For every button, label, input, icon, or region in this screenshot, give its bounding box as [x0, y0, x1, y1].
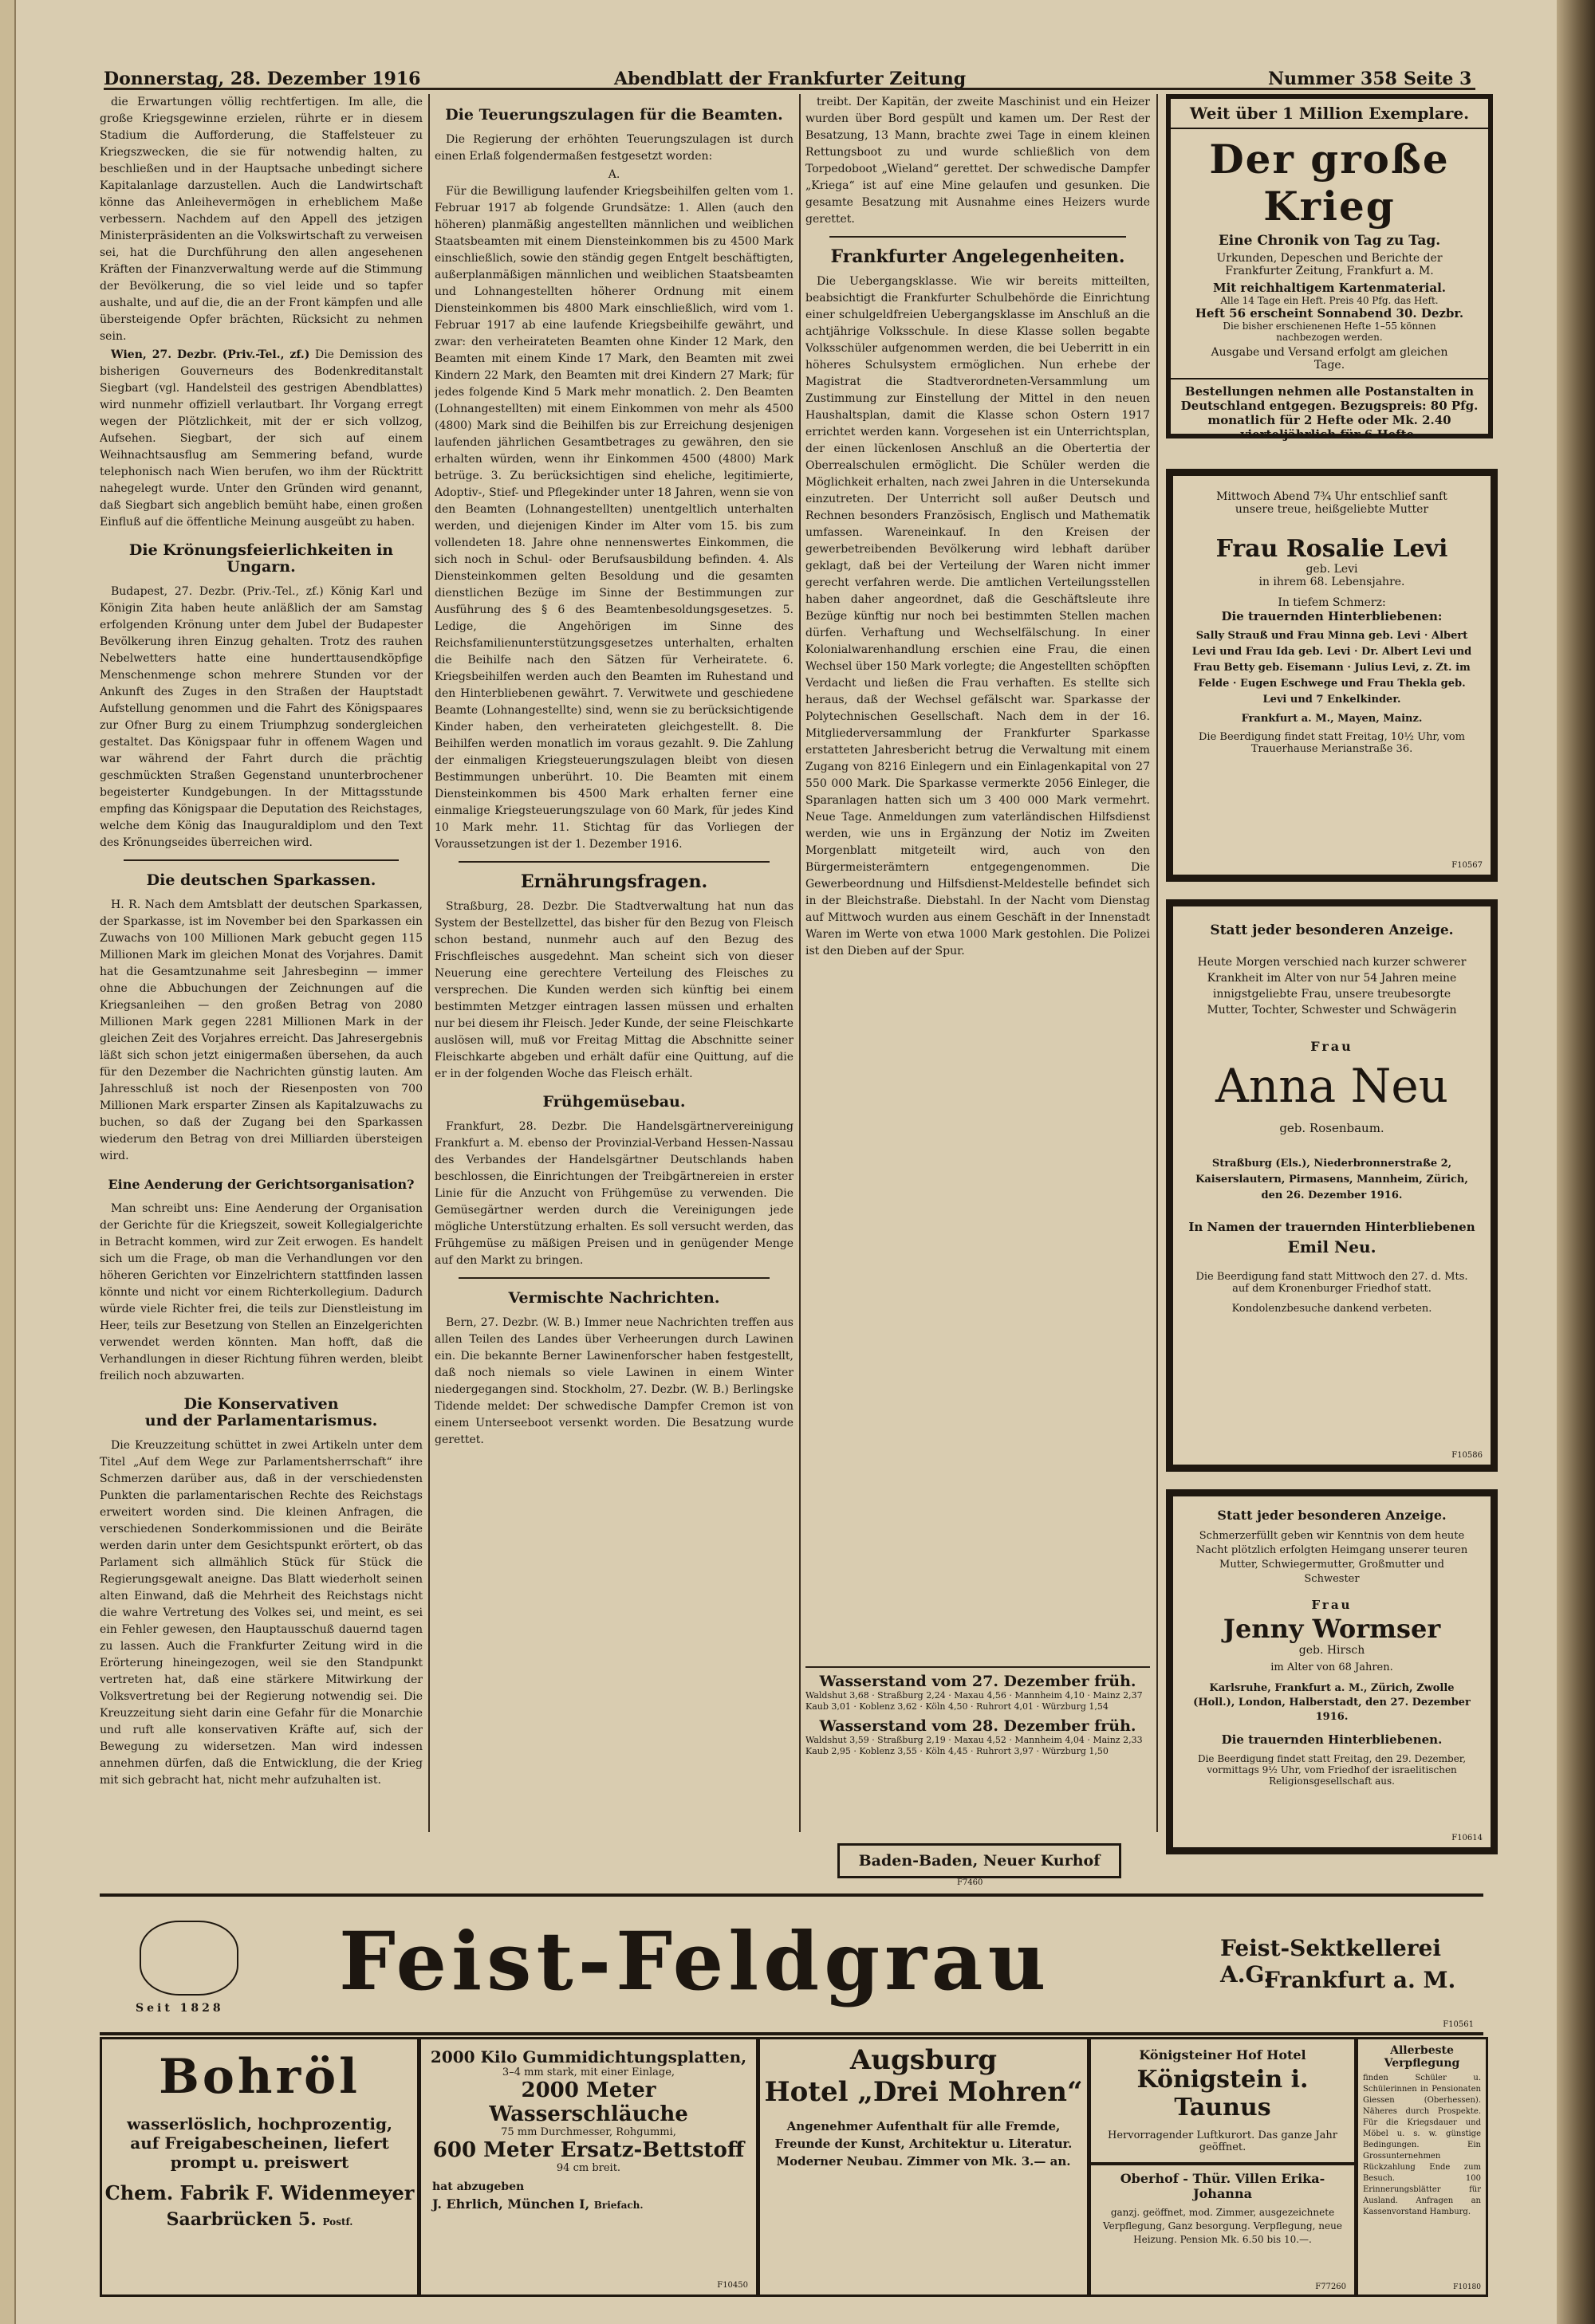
sparkassen-text: H. R. Nach dem Amtsblatt der deutschen Sparkassen, der Sparkasse, ist im November bei den Sparkassen ein Zuwachs von 100 Millionen Mark gebucht gegen 115 Millionen Mark im gleichen Monat des Vorjahres. Damit hat die Gesamtzunahme seit Jahresbeginn — immer ohne die Abbuchungen der Zeichnungen auf die Kriegsanleihen — den großen Betrag von 2080 Millionen Mark gegen 2281 Millionen Mark in der gleichen Zeit des Vorjahres erreicht. Das Jahresergebnis läßt sich schon jetzt einigermaßen übersehen, da auch für den Dezember die Nachrichten günstig lauten. Am Jahresschluß ist noch der Riesenposten von 700 Millionen Mark ersparter Zinsen als Kapitalzuwachs zu buchen, so daß der Zugang bei den Sparkassen wiederum den Betrag von drei Milliarden übersteigen wird. [100, 899, 423, 1162]
ad-verpflegung [1356, 2037, 1488, 2297]
bohroel-company: Chem. Fabrik F. Widenmeyer [104, 2181, 415, 2204]
header-paper: Abendblatt der Frankfurter Zeitung [614, 69, 967, 89]
gummi-line-9: Briefach. [593, 2200, 644, 2211]
worm-frau: Frau [1311, 1598, 1353, 1612]
feist-code: F10561 [1443, 2020, 1474, 2029]
krieg-banner: Weit über 1 Million Exemplare. [1171, 99, 1488, 129]
levi-bereaved: Die trauernden Hinterbliebenen: [1221, 609, 1443, 623]
worm-burial: Die Beerdigung findet statt Freitag, den 29. Dezember, vormittags 9½ Uhr, vom Friedhof der israelitischen Religionsgesellschaft aus. [1197, 1753, 1467, 1787]
ad-gummi [419, 2037, 758, 2297]
neu-places: Straßburg (Els.), Niederbronnerstraße 2, Kaiserslautern, Pirmasens, Mannheim, Zürich, den 26. Dezember 1916. [1195, 1158, 1468, 1201]
bohroel-title: Bohröl [159, 2049, 360, 2105]
divider [829, 236, 1126, 238]
obituary-rosalie-levi [1166, 469, 1498, 882]
levi-family: Sally Strauß und Frau Minna geb. Levi · Albert Levi und Frau Ida geb. Levi · Dr. Albert Levi und Frau Betty geb. Eisemann · Julius Levi, z. Zt. im Felde · Eugen Eschwege und Frau Thekla geb. Levi und 7 Enkelkinder. [1191, 630, 1472, 706]
krieg-order-info: Bestellungen nehmen alle Postanstalten in Deutschland entgegen. Bezugspreis: 80 Pfg. monatlich für 2 Hefte oder Mk. 2.40 vierteljährlich für 6 Hefte. [1171, 378, 1488, 446]
neu-frau: Frau [1310, 1039, 1353, 1054]
koenig-line-3: Hervorragender Luftkurort. Das ganze Jahr geöffnet. [1107, 2129, 1338, 2153]
column-3 [805, 94, 1150, 1625]
vermischte-text: Bern, 27. Dezbr. (W. B.) Immer neue Nachrichten treffen aus allen Teilen des Landes über Verheerungen durch Lawinen ein. Die bekannte Berner Lawinenforscher haben festgestellt, daß noch niemals so viele Lawinen in einem Winter niedergegangen sind. Stockholm, 27. Dezbr. (W. B.) Berlingske Tidende meldet: Der schwedische Dampfer Cremon ist von einem Unterseeboot versenkt worden. Die Besatzung wurde gerettet. [435, 1316, 794, 1446]
worm-header: Statt jeder besonderen Anzeige. [1217, 1508, 1447, 1523]
koenig-line-1: Königsteiner Hof Hotel [1139, 2047, 1306, 2063]
bohroel-postf: Postf. [322, 2216, 353, 2228]
feist-since: Seit 1828 [136, 2002, 224, 2015]
krieg-subtitle: Eine Chronik von Tag zu Tag. [1218, 233, 1441, 249]
worm-age: im Alter von 68 Jahren. [1270, 1661, 1393, 1673]
teuerung-section-a: A. [608, 168, 620, 181]
col1-intro: die Erwartungen völlig rechtfertigen. Im alle, die große Kriegsgewinne erzielen, rührte er in diesem Stadium die Aufforderung, die Staffelsteuer zu Kriegszwecken, die sie für notwendig halten, zu beschließen und in der Hauptsache unbedingt sichere Kapitalanlage darzustellen. Auch die Landwirtschaft könne das Anleihevermögen in erheblichem Maße verbessern. Nachdem auf den Appell des jetzigen Ministerpräsidenten an die Volkswirtschaft zu verweisen sei, hat die Durchführung den allen angesehenen Kräften der Finanzverwaltung werde auf die Stimmung der Bevölkerung, die so viel leide und so tapfer aushalte, und auf die, die an der Front kämpfen und alle übersteigende Opfer brächten, Rücksicht zu nehmen sein. [100, 96, 423, 343]
gummi-line-4: 75 mm Durchmesser, Rohgummi, [501, 2126, 676, 2138]
previous-page-edge [0, 0, 16, 2324]
column-rule-2 [799, 94, 801, 1832]
ernaehrung-text: Straßburg, 28. Dezbr. Die Stadtverwaltung hat nun das System der Bestellzettel, das bisher für den Bezug von Fleisch schon bestand, nunmehr auch auf den Bezug des Frischfleisches ausgedehnt. Man scheint sich von dieser Neuerung eine gerechtere Verteilung des Fleisches zu versprechen. Die Kunden werden sich künftig bei einem bestimmten Metzger eintragen lassen müssen und erhalten nur bei diesem ihr Fleisch. Jeder Kunde, der seine Fleischkarte auslösen will, muß vor Freitag Mittag die Abschnitte seiner Fleischkarte abgeben und erhält dafür eine Quittung, auf die er in der folgenden Woche das Fleisch erhält. [435, 900, 794, 1080]
wasserstand-section [805, 1666, 1150, 1827]
koenig-line-2: Königstein i. Taunus [1136, 2066, 1309, 2121]
ad-feist-feldgrau [100, 1893, 1483, 2035]
gummi-line-3: 2000 Meter Wasserschläuche [489, 2078, 688, 2126]
headline-gericht: Eine Aenderung der Gerichtsorganisation? [108, 1177, 415, 1192]
levi-maiden: geb. Levi [1306, 563, 1358, 576]
headline-teuerung: Die Teuerungszulagen für die Beamten. [445, 106, 783, 124]
wasserstand-27-title: Wasserstand vom 27. Dezember früh. [819, 1673, 1136, 1690]
headline-parlamentarismus: und der Parlamentarismus. [144, 1412, 378, 1429]
feist-company-city: Frankfurt a. M. [1264, 1967, 1456, 1993]
konservative-text: Die Kreuzzeitung schüttet in zwei Artikeln unter dem Titel „Auf dem Wege zur Parlamentsherrschaft“ ihre Schmerzen darüber aus, daß in der verschiedensten Punkten die parlamentarischen Rechte des Reichstags erweitert worden sind. Die kleinen Anfragen, die verschiedenen Sonderkommissionen und die Beiräte werden darin unter dem Gesichtspunkt erörtert, ob das Parlament sich allmählich Stück für Stück die Regierungsgewalt aneigne. Das Blatt wiederholt seinen alten Einwand, daß die Mehrheit des Reichstags nicht die wahre Vertretung des Volkes sei, und meint, es sei ein Fehler gewesen, den Hauptausschuß dauernd tagen zu lassen. Auch die Frankfurter Zeitung wird in die Erörterung hineingezogen, weil sie den Standpunkt vertreten hat, daß eine stärkere Mitwirkung der Volksvertretung bei der Regierung notwendig sei. Die Kreuzzeitung sieht darin eine Gefahr für die Monarchie und ruft alle konservativen Kräfte auf, sich der Bewegung zu widersetzen. Man wird indessen annehmen dürfen, daß die Entwicklung, die der Krieg mit sich gebracht hat, nicht mehr aufzuhalten ist. [100, 1439, 423, 1787]
levi-name: Frau Rosalie Levi [1215, 535, 1448, 563]
neu-code: F10586 [1451, 1451, 1483, 1460]
ober-line-1: Oberhof - Thür. Villen Erika-Johanna [1120, 2171, 1325, 2201]
levi-mourning: In tiefem Schmerz: [1278, 596, 1386, 609]
worm-name: Jenny Wormser [1223, 1614, 1441, 1644]
worm-intro: Schmerzerfüllt geben wir Kenntnis von dem heute Nacht plötzlich erfolgten Heimgang unserer teuren Mutter, Schwiegermutter, Großmutter und Schwester [1195, 1530, 1468, 1585]
neu-intro: Heute Morgen verschied nach kurzer schwerer Krankheit im Alter von nur 54 Jahren meine innigstgeliebte Frau, unsere treubesorgte Mutter, Tochter, Schwester und Schwägerin [1197, 956, 1467, 1017]
gummi-line-7: hat abzugeben [432, 2180, 525, 2193]
column-2 [435, 94, 794, 1832]
wasserstand-28-row-2: Kaub 2,95 · Koblenz 3,55 · Köln 4,45 · Ruhrort 3,97 · Würzburg 1,50 [805, 1746, 1109, 1756]
headline-fruehgemuese: Frühgemüsebau. [542, 1093, 686, 1111]
krieg-next-issue: Heft 56 erscheint Sonnabend 30. Dezbr. [1195, 306, 1464, 320]
verpf-title: Allerbeste Verpflegung [1384, 2044, 1460, 2070]
headline-ernaehrung: Ernährungsfragen. [520, 871, 708, 892]
teuerung-intro: Die Regierung der erhöhten Teuerungszulagen ist durch einen Erlaß folgendermaßen festgesetzt worden: [435, 133, 794, 163]
fruehgemuese-text: Frankfurt, 28. Dezbr. Die Handelsgärtnervereinigung Frankfurt a. M. ebenso der Provinzial-Verband Hessen-Nassau des Verbandes der Handelsgärtner Deutschlands haben beschlossen, die Einrichtungen der Treibgärtnereien in erster Linie für die Anzucht von Frühgemüse zu verwenden. Die Gemüsegärtner werden durch die Vereinigungen jede mögliche Unterstützung erhalten. Es soll versucht werden, das Frühgemüse zu mäßigen Preisen und in genügender Menge auf den Markt zu bringen. [435, 1120, 794, 1267]
headline-kroenung: Die Krönungsfeierlichkeiten in Ungarn. [128, 541, 394, 576]
gummi-line-8: J. Ehrlich, München I, [432, 2196, 590, 2212]
worm-bereaved: Die trauernden Hinterbliebenen. [1221, 1732, 1443, 1747]
gummi-line-2: 3–4 mm stark, mit einer Einlage, [502, 2066, 675, 2078]
ober-line-2: ganzj. geöffnet, mod. Zimmer, ausgezeichnete Verpflegung, Ganz besorgung. Verpflegung, neue Heizung. Pension Mk. 6.50 bis 10.—. [1103, 2207, 1342, 2245]
krieg-shipping: Ausgabe und Versand erfolgt am gleichen Tage. [1211, 346, 1448, 372]
headline-konservative: Die Konservativen [183, 1395, 339, 1413]
neu-burial: Die Beerdigung fand statt Mittwoch den 27. d. Mts. auf dem Kronenburger Friedhof statt. [1195, 1271, 1468, 1295]
wasserstand-27-row-1: Waldshut 3,68 · Straßburg 2,24 · Maxau 4,56 · Mannheim 4,10 · Mainz 2,37 [805, 1690, 1143, 1701]
krieg-price: Alle 14 Tage ein Heft. Preis 40 Pfg. das Heft. [1220, 295, 1439, 306]
feist-company-name: Feist-Sektkellerei A.G. [1220, 1935, 1441, 1988]
worm-code: F10614 [1451, 1834, 1483, 1842]
verpf-text: finden Schüler u. Schülerinnen in Pensionaten Giessen (Oberhessen). Näheres durch Prospekte. Für die Kriegsdauer und Möbel u. s. w. günstige Bedingungen. Ein Grossunternehmen Rückzahlung Ende zum Besuch. 100 Erinnerungsblätter für Ausland. Anfragen an Kassenvorstand Hamburg. [1363, 2074, 1481, 2216]
neu-on-behalf: In Namen der trauernden Hinterbliebenen [1188, 1220, 1475, 1234]
krieg-previous-issues: Die bisher erschienenen Hefte 1–55 können nachbezogen werden. [1223, 320, 1436, 343]
neu-signer: Emil Neu. [1287, 1237, 1376, 1256]
gummi-line-5: 600 Meter Ersatz-Bettstoff [432, 2138, 745, 2162]
bohroel-desc: wasserlöslich, hochprozentig, auf Freigabescheinen, liefert prompt u. preiswert [127, 2114, 392, 2172]
levi-code: F10567 [1451, 861, 1483, 870]
divider [459, 861, 770, 863]
neu-maiden: geb. Rosenbaum. [1279, 1121, 1384, 1135]
book-spine [1557, 0, 1595, 2324]
verpf-code: F10180 [1453, 2283, 1481, 2291]
levi-burial: Die Beerdigung findet statt Freitag, 10½ Uhr, vom Trauerhause Merianstraße 36. [1198, 731, 1465, 755]
obituary-jenny-wormser [1166, 1489, 1498, 1854]
ad-hotel-drei-mohren [758, 2037, 1089, 2297]
wien-dateline: Wien, 27. Dezbr. (Priv.-Tel., zf.) [111, 348, 310, 361]
levi-places: Frankfurt a. M., Mayen, Mainz. [1241, 713, 1423, 725]
gummi-line-1: 2000 Kilo Gummidichtungsplatten, [430, 2047, 747, 2066]
baden-ad: Baden-Baden, Neuer Kurhof [837, 1843, 1121, 1878]
kroenung-text: Budapest, 27. Dezbr. (Priv.-Tel., zf.) König Karl und Königin Zita haben heute anläßlich der am Samstag erfolgenden Krönung unter dem Jubel der Budapester Bevölkerung ihren Einzug gehalten. Trotz des rauhen Nebelwetters hatte eine hunderttausendköpfige Menschenmenge schon mehrere Stunden vor der Ankunft des Zuges in den Straßen der Hauptstadt Aufstellung genommen und die Fahrt des Königspaares zur Ofner Burg zu einem Triumphzug sondergleichen gestaltet. Das Königspaar fuhr in offenem Wagen und war während der Fahrt durch die prächtig geschmückten Straßen Gegenstand ununterbrochener begeisterter Kundgebungen. In der Mittagsstunde empfing das Königspaar die Deputation des Reichstages, welche dem König das Inauguraldiplom und den Text des Krönungseides überreichen wird. [100, 585, 423, 849]
header-number: Nummer 358 [1268, 69, 1397, 89]
neu-header: Statt jeder besonderen Anzeige. [1210, 922, 1454, 938]
levi-intro: Mittwoch Abend 7¾ Uhr entschlief sanft unsere treue, heißgeliebte Mutter [1216, 490, 1447, 516]
ad-oberhof-villen [1089, 2162, 1357, 2297]
neu-name: Anna Neu [1215, 1059, 1449, 1113]
column-rule-1 [428, 94, 430, 1832]
column-1 [100, 94, 423, 1832]
ad-koenigsteiner-hof [1089, 2037, 1357, 2165]
gummi-code: F10450 [717, 2281, 748, 2290]
gummi-line-6: 94 cm breit. [556, 2162, 621, 2174]
krieg-kartenmaterial: Mit reichhaltigem Kartenmaterial. [1212, 281, 1447, 295]
ober-code: F77260 [1315, 2283, 1346, 2291]
headline-vermischte: Vermischte Nachrichten. [508, 1289, 720, 1307]
frankfurter-text: Die Uebergangsklasse. Wie wir bereits mitteilten, beabsichtigt die Frankfurter Schulbehörde die Einrichtung einer schulgeldfreien Uebergangsklasse im Anschluß an die achtjährige Volksschule. In diese Klasse sollen begabte Volksschüler aufgenommen werden, die bei Ueberritt in ein höheres Schulsystem ermöglichen. Nun erhebe der Magistrat die Stadtverordneten-Versammlung um Zustimmung zur Einstellung der Mittel in den neuen Haushaltsplan, damit die Klasse schon Ostern 1917 errichtet werden kann. Vorgesehen ist ein Unterrichtsplan, der einen lückenlosen Anschluß an die Obertertia der Oberrealschulen ermöglicht. Die Schüler werden die Möglichkeit erhalten, nach zwei Jahren in die Untersekunda einzutreten. Der Unterricht soll außer Deutsch und Rechnen besonders Französisch, Englisch und Mathematik umfassen. Wareneinkauf. In den Kreisen der gewerbetreibenden Bevölkerung wird lebhaft darüber geklagt, daß bei der Verteilung der Waren nicht immer gerecht verfahren werde. Die amtlichen Verteilungsstellen haben daher angeordnet, daß die Geschäftsleute ihre Bezüge künftig nur noch bei bestimmten Stellen machen dürfen. Verhaftung und Wechselfälschung. In einer Kolonialwarenhandlung erschien eine Frau, die einen Wechsel über 150 Mark vorlegte; die Angestellten schöpften Verdacht und ließen die Frau verhaften. Es stellte sich heraus, daß der Wechsel gefälscht war. Sparkasse der Polytechnischen Gesellschaft. Nach dem in der 16. Mitgliederversammlung der Frankfurter Sparkasse erstatteten Jahresbericht betrug die Verwaltung mit einem Zugang von 8216 Einlegern und ein Einlagenkapital von 27 550 000 Mark. Die Sparkasse vermerkte 2056 Einleger, die Sparanlagen hatten sich um 3 400 000 Mark vermehrt. Neue Tage. Anmeldungen zum vaterländischen Hilfsdienst werden, wie uns in Ergänzung der Notiz im Zweiten Morgenblatt mitgeteilt wird, auch von den Bürgermeisterämtern entgegengenommen. Die Gewerbeordnung und Hilfsdienst-Meldestelle befindet sich in der Bleichstraße. Diebstahl. In der Nacht vom Dienstag auf Mittwoch wurden aus einem Geschäft in der Innenstadt Waren im Werte von etwa 1000 Mark gestohlen. Die Polizei ist den Dieben auf der Spur. [805, 275, 1150, 958]
teuerung-text: Für die Bewilligung laufender Kriegsbeihilfen gelten vom 1. Februar 1917 ab folgende Grundsätze: 1. Allen (auch den höheren) planmäßig angestellten männlichen und weiblichen Staatsbeamten mit einem Diensteinkommen bis zu 4500 Mark einschließlich, sowie den ständig gegen Entgelt beschäftigten, außerplanmäßigen männlichen und weiblichen Staatsbeamten und Lohnangestellten höherer Ordnung mit einem Diensteinkommen bis 4800 Mark einschließlich, wird vom 1. Februar 1917 ab eine laufende Kriegsbeihilfe gewährt, und zwar: den verheirateten Beamten ohne Kinder 12 Mark, den Beamten mit einem Kinde 17 Mark, den Beamten mit zwei Kindern 22 Mark, den Beamten mit drei Kindern 27 Mark; für jedes folgende Kind 5 Mark mehr monatlich. 2. Den Beamten (Lohnangestellten) mit einem Einkommen von mehr als 4500 (4800) Mark sind die Beihilfen bis zur Erreichung desjenigen laufenden jährlichen Gesamtbetrages zu gewähren, den sie erhalten würden, wenn ihr Einkommen 4500 (4800) Mark betrüge. 3. Zu berücksichtigen sind eheliche, legitimierte, Adoptiv-, Stief- und Pflegekinder unter 18 Jahren, wenn sie von den Beamten (Lohnangestellten) unentgeltlich unterhalten werden, und diejenigen Kinder im Alter vom 15. bis zum vollendeten 18. Jahre ohne nennenswertes Einkommen, die sich noch in Schul- oder Berufsausbildung befinden. 4. Als Diensteinkommen gelten Besoldung und die gesamten dienstlichen Bezüge im Sinne der Bestimmungen zur Ausführung des § 6 des Beamtenbesoldungsgesetzes. 5. Ledige, die Angehörigen im Sinne des Reichsfamilienunterstützungsgesetzes unterhalten, erhalten die Beihilfe nach den Sätzen für Verheiratete. 6. Kriegsbeihilfen werden auch den Beamten im Ruhestand und den Hinterbliebenen gewährt. 7. Verwitwete und geschiedene Beamte (Lohnangestellte) sind, wenn sie zu berücksichtigende Kinder haben, den verheirateten gleichgestellt. 8. Die Beihilfen werden monatlich im voraus gezahlt. 9. Die Zahlung der einmaligen Kriegsteuerungszulagen bleibt von diesen Bestimmungen unberührt. 10. Die Beamten mit einem Diensteinkommen bis 4500 Mark erhalten ferner eine einmalige Kriegsteuerungszulage von 60 Mark, für jedes Kind 10 Mark mehr. 11. Stichtag für das Vorliegen der Voraussetzungen ist der 1. Dezember 1916. [435, 185, 794, 851]
krieg-title: Der große Krieg [1209, 136, 1450, 230]
bohroel-city: Saarbrücken 5. [166, 2209, 317, 2230]
hotel-city: Augsburg [849, 2044, 998, 2076]
neu-thanks: Kondolenzbesuche dankend verbeten. [1231, 1303, 1432, 1315]
col3-top-text: treibt. Der Kapitän, der zweite Maschinist und ein Heizer wurden über Bord gespült und kamen um. Der Rest der Besatzung, 13 Mann, brachte zwei Tage in einem kleinen Rettungsboot zu und wurde schließlich von dem Torpedoboot „Wieland“ gerettet. Der schwedische Dampfer „Kriega“ ist auf eine Mine gelaufen und gesunken. Die gesamte Besatzung mit Ausnahme eines Heizers wurde gerettet. [805, 96, 1150, 226]
feist-emblem [140, 1921, 238, 1999]
obituary-anna-neu [1166, 899, 1498, 1472]
divider [124, 859, 399, 861]
divider [459, 1277, 770, 1279]
baden-ad-code: F7460 [957, 1878, 983, 1887]
worm-places: Karlsruhe, Frankfurt a. M., Zürich, Zwolle (Holl.), London, Halberstadt, den 27. Dezember 1916. [1193, 1682, 1471, 1723]
ad-bohroel [100, 2037, 419, 2297]
gericht-text: Man schreibt uns: Eine Aenderung der Organisation der Gerichte für die Kriegszeit, soweit Kollegialgerichte in Betracht kommen, wird zur Zeit erwogen. Es handelt sich um die Frage, ob man die Verhandlungen vor den höheren Gerichten vor Einzelrichtern stattfinden lassen könnte und nicht vor einem Richterkollegium. Dadurch würde viele Richter frei, die teils zur Dienstleistung im Heer, teils zur Besetzung von Stellen an Einzelgerichten verwendet werden könnten. Man hofft, daß die Verhandlungen in dieser Richtung führen werden, bleibt freilich noch abzuwarten. [100, 1202, 423, 1382]
worm-maiden: geb. Hirsch [1298, 1644, 1365, 1657]
wasserstand-28-row-1: Waldshut 3,59 · Straßburg 2,19 · Maxau 4,52 · Mannheim 4,04 · Mainz 2,33 [805, 1735, 1143, 1745]
header-date: Donnerstag, 28. Dezember 1916 [104, 69, 421, 89]
krieg-description: Urkunden, Depeschen und Berichte der Frankfurter Zeitung, Frankfurt a. M. [1216, 252, 1443, 277]
wasserstand-28-title: Wasserstand vom 28. Dezember früh. [819, 1717, 1136, 1735]
hotel-desc: Angenehmer Aufenthalt für alle Fremde, Freunde der Kunst, Architektur u. Literatur. Moderner Neubau. Zimmer von Mk. 3.— an. [774, 2119, 1073, 2169]
header-page: Seite 3 [1404, 69, 1472, 89]
ad-der-grosse-krieg [1166, 94, 1493, 442]
levi-age: in ihrem 68. Lebensjahre. [1258, 576, 1405, 588]
headline-sparkassen: Die deutschen Sparkassen. [146, 871, 376, 889]
wasserstand-27-row-2: Kaub 3,01 · Koblenz 3,62 · Köln 4,50 · Ruhrort 4,01 · Würzburg 1,54 [805, 1701, 1109, 1712]
hotel-name: Hotel „Drei Mohren“ [764, 2076, 1083, 2108]
headline-frankfurter: Frankfurter Angelegenheiten. [830, 246, 1125, 267]
column-rule-3 [1156, 94, 1158, 1832]
feist-title: Feist-Feldgrau [339, 1914, 1051, 2008]
page-header [104, 69, 1475, 90]
wien-text: Die Demission des bisherigen Gouverneurs des Bodenkreditanstalt Siegbart (vgl. Handelsteil des gestrigen Abendblattes) wird nunmehr offiziell verlautbart. Ihr Vorgang erregt wegen der Plötzlichkeit, mit der er sich vollzog, Aufsehen. Siegbart, der sich auf einem Weihnachtsausflug am Semmering befand, wurde telephonisch nach Wien berufen, wo ihm der Rücktritt nahegelegt wurde. Unter den Gründen wird genannt, daß Siegbart sich angeblich bemüht habe, einen großen Einfluß auf die öffentliche Meinung ausgeübt zu haben. [100, 348, 423, 529]
